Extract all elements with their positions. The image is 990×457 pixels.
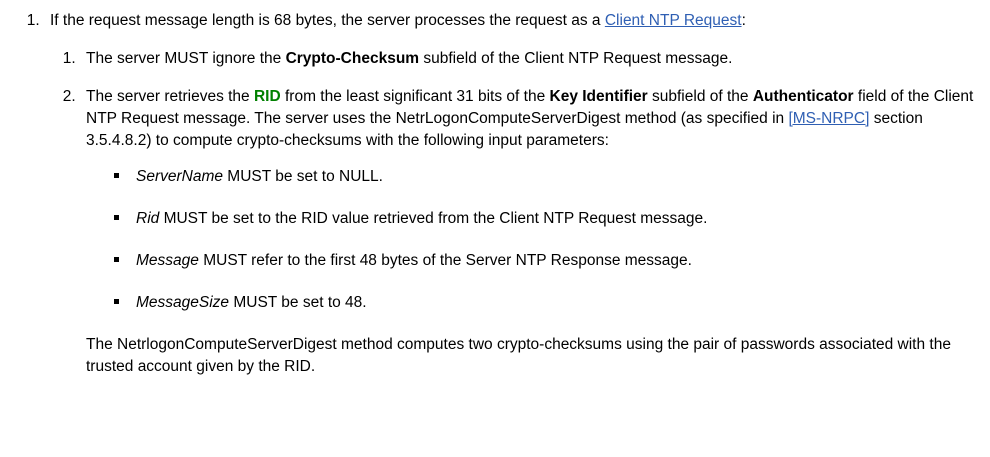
key-identifier-term: Key Identifier [549, 88, 648, 105]
item1-text-before-link: If the request message length is 68 bytes, the server processes the request as a [50, 12, 605, 29]
bullet-item-rid [114, 208, 976, 230]
square-bullet-icon [114, 257, 119, 262]
bullet-list-parameters [86, 166, 976, 314]
item2-seg1: The server retrieves the [86, 88, 254, 105]
square-bullet-icon [114, 299, 119, 304]
item2-seg5: section 3.5.4.8.2) to compute crypto-checksums with the following input parameters: [86, 110, 923, 149]
param-name-rid: Rid [136, 210, 160, 227]
numbered-list-level-1 [14, 10, 976, 378]
item2-seg3: subfield of the [647, 88, 753, 105]
list-item-1-1 [80, 48, 976, 70]
list-item-1-content [44, 10, 976, 378]
param-desc-messagesize: MUST be set to 48. [229, 294, 367, 311]
param-desc-rid: MUST be set to the RID value retrieved from the Client NTP Request message. [159, 210, 708, 227]
item2-seg2: from the least significant 31 bits of the [280, 88, 550, 105]
bullet-item-messagesize [114, 292, 976, 314]
item2-seg4: field of the Client NTP Request message. The server uses the NetrLogonComputeServerDigest method (as specified in [86, 88, 974, 127]
item1-text-after-link: : [741, 12, 746, 29]
square-bullet-icon [114, 215, 119, 220]
param-desc-message: MUST refer to the first 48 bytes of the Server NTP Response message. [198, 252, 692, 269]
bullet-item-servername [114, 166, 976, 188]
numbered-list-level-2 [50, 48, 976, 378]
authenticator-term: Authenticator [752, 88, 854, 105]
list-item-1 [44, 10, 976, 378]
client-ntp-request-link[interactable]: Client NTP Request [604, 12, 742, 29]
param-desc-servername: MUST be set to NULL. [223, 168, 383, 185]
sub1-text-1: The server MUST ignore the [86, 50, 286, 67]
bullet-item-message [114, 250, 976, 272]
square-bullet-icon [114, 173, 119, 178]
crypto-checksum-term: Crypto-Checksum [285, 50, 420, 67]
ms-nrpc-link[interactable]: [MS-NRPC] [788, 110, 870, 127]
rid-term: RID [253, 88, 281, 105]
param-name-servername: ServerName [136, 168, 223, 185]
sub1-text-2: subfield of the Client NTP Request message. [419, 50, 733, 67]
trailing-paragraph: The NetrlogonComputeServerDigest method computes two crypto-checksums using the pair of passwords associated with the trusted account given by the RID. [86, 336, 951, 375]
param-name-messagesize: MessageSize [136, 294, 230, 311]
param-name-message: Message [136, 252, 199, 269]
list-item-1-2 [80, 86, 976, 378]
